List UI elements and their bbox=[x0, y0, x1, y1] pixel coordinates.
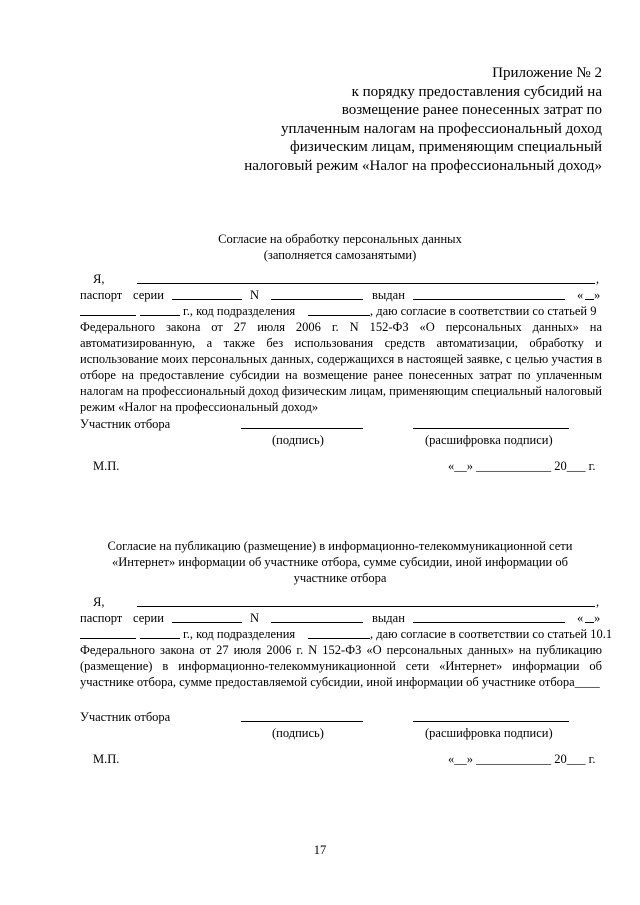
consent1-issued-label: выдан bbox=[372, 288, 405, 302]
consent1-date: «__» ____________ 20___ г. bbox=[448, 459, 596, 473]
consent2-day-field[interactable] bbox=[585, 622, 594, 623]
consent2-signature-caption: (подпись) bbox=[272, 726, 324, 740]
consent1-signature-caption: (подпись) bbox=[272, 433, 324, 447]
consent2-quote-close: » bbox=[594, 611, 601, 625]
header-line: к порядку предоставления субсидий на bbox=[351, 83, 602, 100]
consent2-seal-label: М.П. bbox=[93, 752, 120, 766]
consent1-issued-field[interactable] bbox=[413, 299, 565, 300]
consent2-i-label: Я, bbox=[93, 595, 105, 609]
consent2-title-line1: Согласие на публикацию (размещение) в информационно-телекоммуникационной сети bbox=[107, 539, 573, 553]
consent1-code-label: г., код подразделения bbox=[183, 304, 296, 318]
header-line: возмещение ранее понесенных затрат по bbox=[341, 102, 602, 118]
consent2-passport-label: паспорт bbox=[80, 611, 123, 625]
consent1-decoding-field[interactable] bbox=[413, 428, 569, 429]
consent1-code-field[interactable] bbox=[308, 315, 370, 316]
consent1-number-field[interactable] bbox=[271, 299, 363, 300]
header-line: Приложение № 2 bbox=[492, 65, 602, 81]
consent1-passport-label: паспорт bbox=[80, 288, 123, 302]
header-line: физическим лицам, применяющим специальный bbox=[290, 139, 602, 155]
consent2-decoding-field[interactable] bbox=[413, 721, 569, 722]
consent1-quote-close: » bbox=[594, 288, 601, 302]
consent1-signature-field[interactable] bbox=[241, 428, 363, 429]
consent2-name-field[interactable] bbox=[137, 606, 595, 607]
consent2-comma: , bbox=[596, 595, 600, 609]
consent1-series-label: серии bbox=[133, 288, 164, 302]
consent1-year-field[interactable] bbox=[140, 315, 180, 316]
page-number: 17 bbox=[313, 843, 327, 857]
consent1-quote-open: « bbox=[577, 288, 584, 302]
consent1-series-field[interactable] bbox=[172, 299, 242, 300]
consent1-subtitle: (заполняется самозанятыми) bbox=[263, 248, 417, 262]
consent1-agree-text: , даю согласие в соответствии со статьей 9 bbox=[370, 304, 597, 318]
consent2-date: «__» ____________ 20___ г. bbox=[448, 752, 596, 766]
consent2-quote-open: « bbox=[577, 611, 584, 625]
consent1-body-text: Федерального закона от 27 июля 2006 г. N 152-ФЗ «О персональных данных» на автоматизированную, а также без использования средств автоматизации, обработку и использование моих персональных данных, содержащихся в настоящей заявке, с целью участия в отборе на предоставление субсидии на возмещение ранее понесенных затрат по уплаченным налогам на профессиональный доход физическим лицам, применяющим специальный налоговый режим «Налог на профессиональный доход» bbox=[80, 320, 602, 414]
consent2-participant-label: Участник отбора bbox=[80, 710, 171, 724]
consent1-month-field[interactable] bbox=[80, 315, 136, 316]
consent2-code-label: г., код подразделения bbox=[183, 627, 296, 641]
consent2-year-field[interactable] bbox=[140, 638, 180, 639]
consent2-signature-field[interactable] bbox=[241, 721, 363, 722]
consent2-issued-field[interactable] bbox=[413, 622, 565, 623]
consent1-i-label: Я, bbox=[93, 272, 105, 286]
consent2-body-text: Федерального закона от 27 июля 2006 г. N 152-ФЗ «О персональных данных» на публикацию (размещение) в информационно-телекоммуникационной сети «Интернет» информации об участнике отбора, сумме предоставляемой субсидии, иной информации об участнике отбора____ bbox=[80, 643, 602, 689]
consent1-seal-label: М.П. bbox=[93, 459, 120, 473]
consent1-n-label: N bbox=[250, 288, 260, 302]
consent2-series-field[interactable] bbox=[172, 622, 242, 623]
header-line: уплаченным налогам на профессиональный доход bbox=[281, 120, 602, 137]
header-line: налоговый режим «Налог на профессиональный доход» bbox=[244, 157, 602, 174]
consent1-participant-label: Участник отбора bbox=[80, 417, 171, 431]
consent2-code-field[interactable] bbox=[308, 638, 370, 639]
consent2-decoding-caption: (расшифровка подписи) bbox=[425, 726, 553, 740]
appendix-header bbox=[202, 64, 602, 175]
consent1-title: Согласие на обработку персональных данных bbox=[218, 232, 462, 246]
consent2-title-line3: участнике отбора bbox=[293, 571, 387, 585]
consent2-agree-text: , даю согласие в соответствии со статьей 10.1 bbox=[370, 627, 613, 641]
consent2-title-line2: «Интернет» информации об участнике отбора, сумме субсидии, иной информации об bbox=[112, 555, 568, 569]
consent2-series-label: серии bbox=[133, 611, 164, 625]
consent2-issued-label: выдан bbox=[372, 611, 405, 625]
consent1-name-field[interactable] bbox=[137, 283, 595, 284]
consent2-number-field[interactable] bbox=[271, 622, 363, 623]
consent2-n-label: N bbox=[250, 611, 260, 625]
consent1-comma: , bbox=[596, 272, 600, 286]
consent1-decoding-caption: (расшифровка подписи) bbox=[425, 433, 553, 447]
consent1-day-field[interactable] bbox=[585, 299, 594, 300]
consent2-month-field[interactable] bbox=[80, 638, 136, 639]
